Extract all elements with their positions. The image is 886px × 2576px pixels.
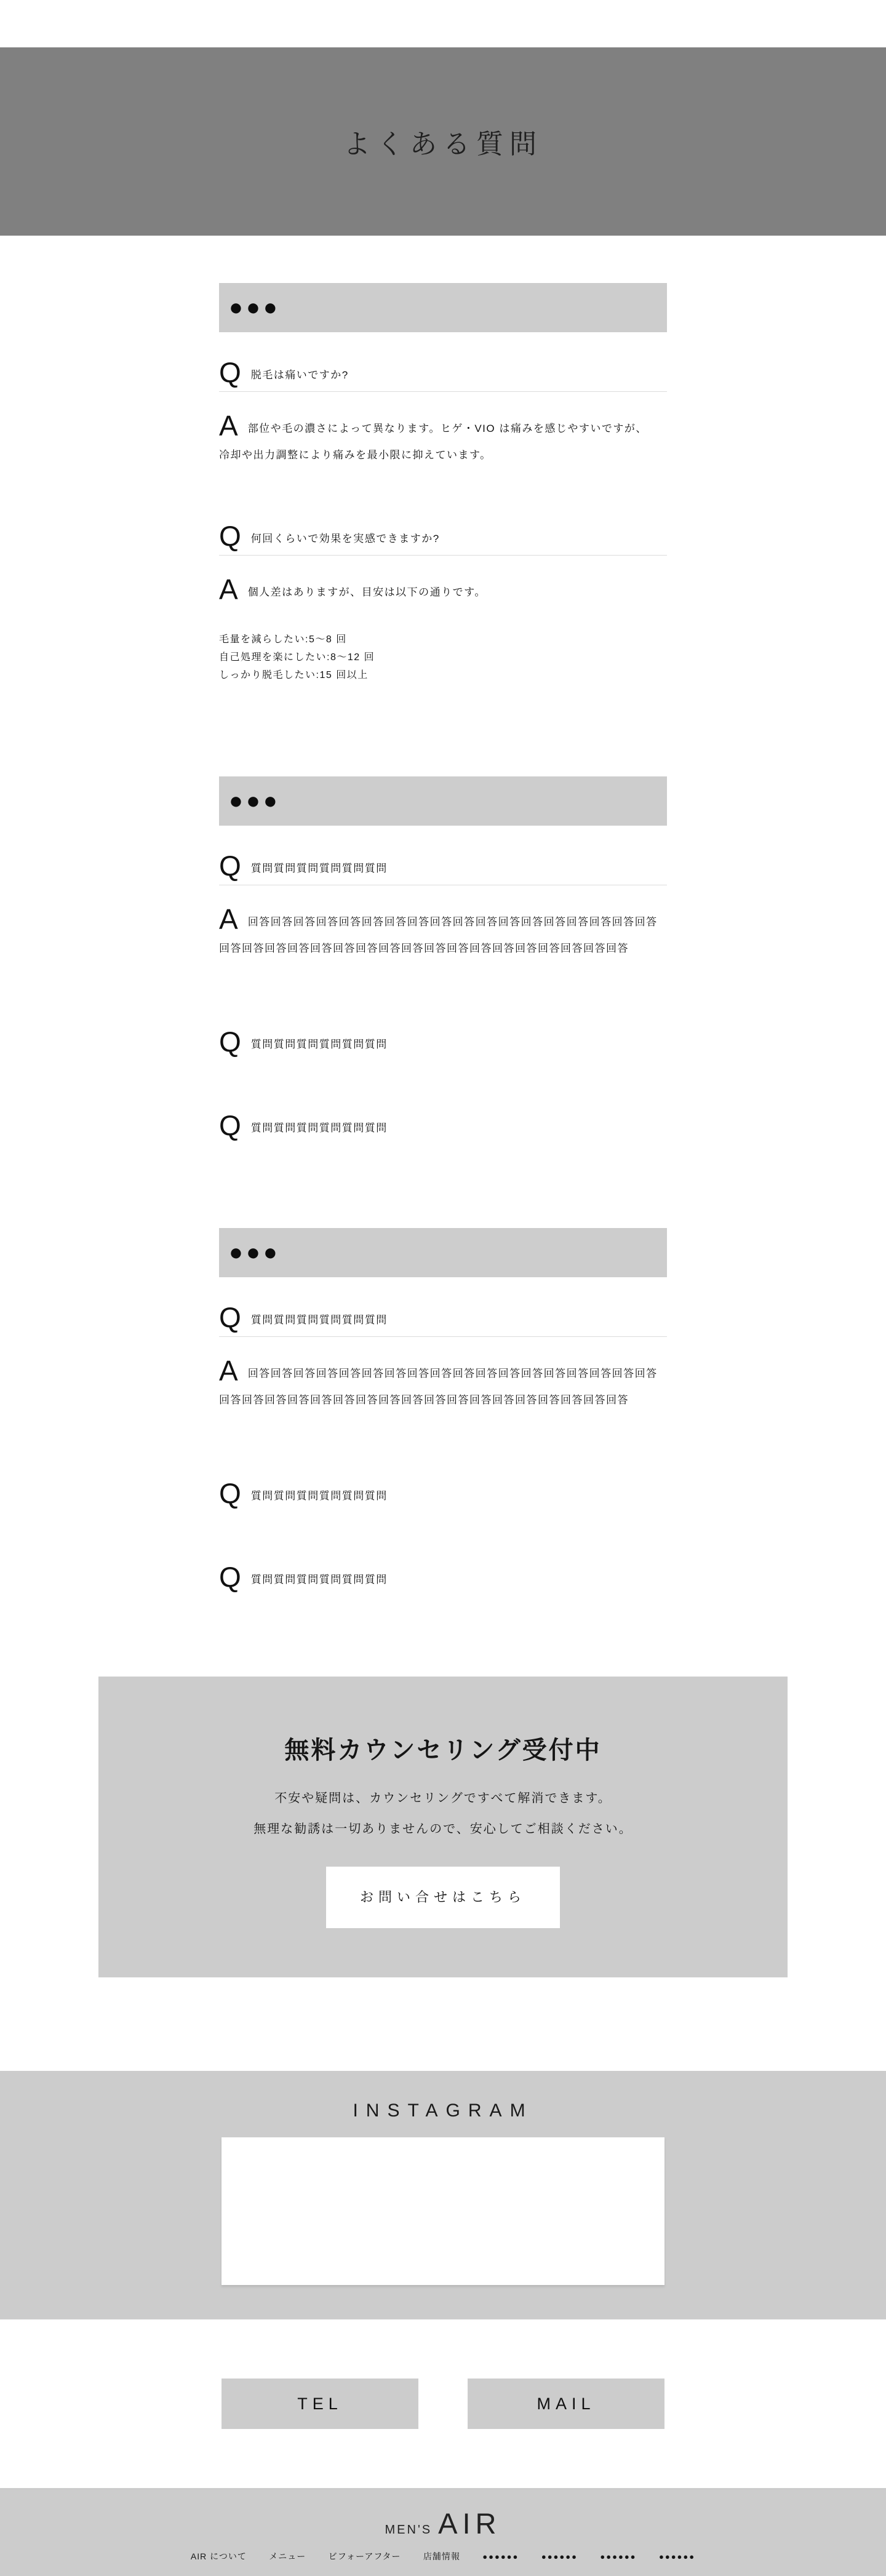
footer-nav-menu[interactable]: メニュー <box>269 2551 306 2561</box>
q-mark: Q <box>219 1477 241 1509</box>
footer <box>0 2488 886 2576</box>
list-item: 毛量を減らしたい:5〜8 回 <box>219 634 347 645</box>
question-text: 脱毛は痛いですか? <box>250 369 349 381</box>
hero-banner <box>0 47 886 236</box>
a-mark: A <box>219 573 238 605</box>
faq-question <box>219 1559 667 1593</box>
contact-button[interactable]: お問い合せはこちら <box>326 1867 560 1928</box>
footer-nav-shopinfo[interactable]: 店舗情報 <box>423 2551 460 2561</box>
answer-line: A回答回答回答回答回答回答回答回答回答回答回答回答回答回答回答回答回答回答 <box>219 1355 658 1387</box>
q-mark: Q <box>219 1026 241 1058</box>
faq-section-1 <box>219 283 667 684</box>
list-item: 自己処理を楽にしたい:8〜12 回 <box>219 652 375 663</box>
faq-answer <box>219 572 667 606</box>
question-text: 質問質問質問質問質問質問 <box>250 863 388 874</box>
answer-line: A回答回答回答回答回答回答回答回答回答回答回答回答回答回答回答回答回答回答 <box>219 903 658 935</box>
footer-nav-about[interactable]: AIR について <box>190 2551 247 2561</box>
cta-title: 無料カウンセリング受付中 <box>284 1737 602 1764</box>
footer-nav-dots[interactable]: ●●●●●● <box>659 2552 696 2561</box>
tel-button[interactable]: TEL <box>222 2379 418 2429</box>
mail-button[interactable]: MAIL <box>468 2379 664 2429</box>
list-item: しっかり脱毛したい:15 回以上 <box>219 670 369 680</box>
q-mark: Q <box>219 1561 241 1593</box>
placeholder-dots-icon: ●●● <box>229 295 281 321</box>
q-mark: Q <box>219 1109 241 1141</box>
question-text: 質問質問質問質問質問質問 <box>250 1490 388 1502</box>
faq-answer <box>219 901 667 962</box>
placeholder-dots-icon: ●●● <box>229 1240 281 1266</box>
divider <box>219 1336 667 1337</box>
a-mark: A <box>219 903 238 935</box>
faq-question <box>219 1024 667 1058</box>
question-text: 質問質問質問質問質問質問 <box>250 1574 388 1585</box>
q-mark: Q <box>219 520 241 552</box>
faq-content <box>219 283 667 1593</box>
divider <box>219 555 667 556</box>
question-text: 質問質問質問質問質問質問 <box>250 1122 388 1134</box>
faq-section-2 <box>219 776 667 1141</box>
faq-question <box>219 518 667 552</box>
question-text: 質問質問質問質問質問質問 <box>250 1314 388 1326</box>
faq-answer <box>219 1353 667 1414</box>
a-mark: A <box>219 1355 238 1387</box>
instagram-embed-placeholder[interactable] <box>222 2137 664 2285</box>
answer-line: A部位や毛の濃さによって異なります。ヒゲ・VIO は痛みを感じやすいですが、 <box>219 410 647 442</box>
answer-line: 回答回答回答回答回答回答回答回答回答回答回答回答回答回答回答回答回答回答 <box>219 943 629 954</box>
question-text: 質問質問質問質問質問質問 <box>250 1039 388 1050</box>
q-mark: Q <box>219 1301 241 1333</box>
faq-answer <box>219 408 667 469</box>
faq-question <box>219 848 667 882</box>
faq-section-1-header <box>219 283 667 332</box>
footer-nav-beforeafter[interactable]: ビフォーアフター <box>328 2551 401 2561</box>
instagram-section <box>0 2071 886 2319</box>
brand-logo <box>0 2506 886 2540</box>
faq-question <box>219 1475 667 1509</box>
q-mark: Q <box>219 850 241 882</box>
brand-name: AIR <box>438 2507 501 2540</box>
answer-detail-list <box>219 631 667 684</box>
answer-line: A個人差はありますが、目安は以下の通りです。 <box>219 573 486 605</box>
footer-nav <box>0 2550 886 2562</box>
brand-prefix: MEN'S <box>385 2523 433 2537</box>
faq-question <box>219 1299 667 1333</box>
divider <box>219 391 667 392</box>
q-mark: Q <box>219 356 241 388</box>
cta-subtext-line: 無理な勧誘は一切ありませんので、安心してご相談ください。 <box>253 1822 633 1836</box>
answer-line: 回答回答回答回答回答回答回答回答回答回答回答回答回答回答回答回答回答回答 <box>219 1394 629 1406</box>
question-text: 何回くらいで効果を実感できますか? <box>250 533 440 544</box>
counseling-cta <box>98 1677 788 1977</box>
cta-subtext-line: 不安や疑問は、カウンセリングですべて解消できます。 <box>274 1792 612 1805</box>
answer-line: 冷却や出力調整により痛みを最小限に抑えています。 <box>219 449 492 461</box>
faq-section-3 <box>219 1228 667 1593</box>
footer-nav-dots[interactable]: ●●●●●● <box>482 2552 519 2561</box>
faq-question <box>219 1107 667 1141</box>
instagram-title: INSTAGRAM <box>353 2100 533 2121</box>
cta-subtext <box>98 1783 788 1844</box>
placeholder-dots-icon: ●●● <box>229 788 281 814</box>
contact-buttons <box>222 2379 664 2429</box>
faq-section-3-header <box>219 1228 667 1277</box>
page-title: よくある質問 <box>343 129 543 159</box>
footer-nav-dots[interactable]: ●●●●●● <box>541 2552 578 2561</box>
faq-question <box>219 354 667 388</box>
a-mark: A <box>219 410 238 442</box>
footer-nav-dots[interactable]: ●●●●●● <box>600 2552 637 2561</box>
faq-section-2-header <box>219 776 667 826</box>
